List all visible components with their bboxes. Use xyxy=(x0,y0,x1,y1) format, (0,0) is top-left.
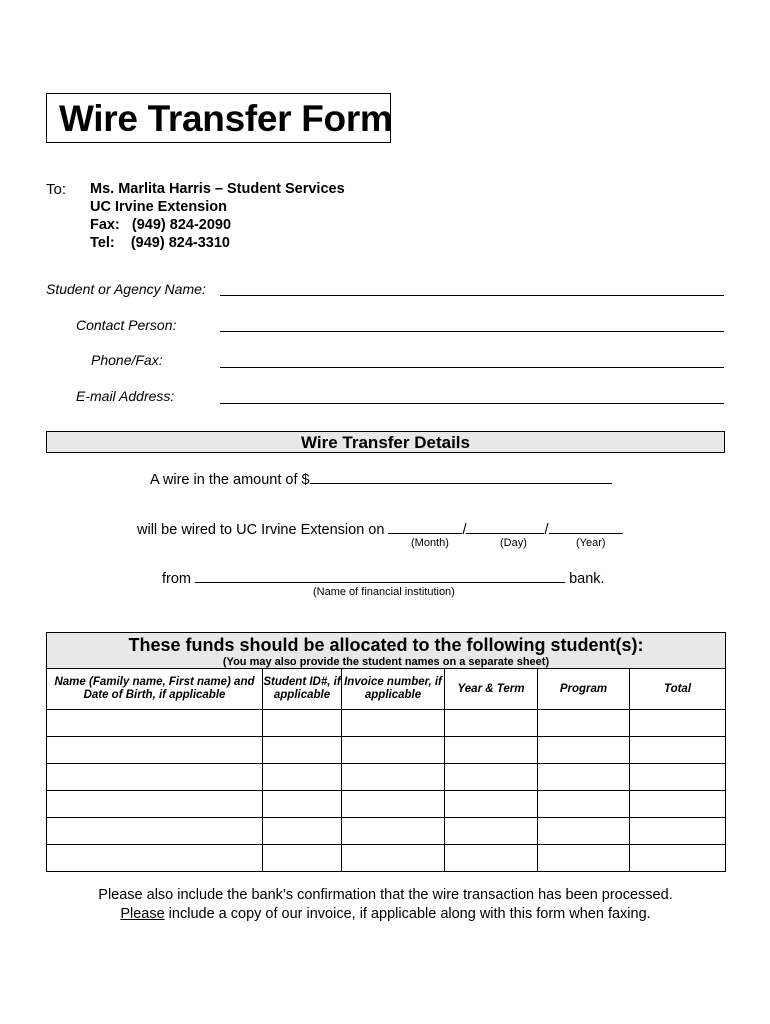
recipient-fax: Fax: (949) 824-2090 xyxy=(90,217,232,233)
from-prefix: from xyxy=(162,571,191,587)
col-header-year-term: Year & Term xyxy=(445,669,538,710)
col-header-name: Name (Family name, First name) and Date of Birth, if applicable xyxy=(47,669,263,710)
day-caption: (Day) xyxy=(500,537,527,549)
from-suffix: bank. xyxy=(569,571,605,587)
cell-student-id[interactable] xyxy=(263,791,342,818)
day-field[interactable] xyxy=(466,519,544,534)
form-title-box xyxy=(46,93,391,143)
table-row xyxy=(47,737,726,764)
allocation-subheading: (You may also provide the student names on a separate sheet) xyxy=(222,656,550,668)
to-label: To: xyxy=(46,181,67,198)
cell-name[interactable] xyxy=(47,818,263,845)
amount-prefix: A wire in the amount of $ xyxy=(150,472,310,488)
field-label-phone-fax: Phone/Fax: xyxy=(91,352,163,368)
cell-invoice[interactable] xyxy=(342,845,445,872)
recipient-tel: Tel: (949) 824-3310 xyxy=(90,235,230,251)
cell-name[interactable] xyxy=(47,737,263,764)
cell-total[interactable] xyxy=(630,764,726,791)
cell-name[interactable] xyxy=(47,845,263,872)
cell-invoice[interactable] xyxy=(342,710,445,737)
footer-line-2-rest: include a copy of our invoice, if applicable along with this form when faxing. xyxy=(164,906,651,922)
footer-line-1: Please also include the bank’s confirmation that the wire transaction has been processed. xyxy=(98,887,673,903)
col-header-total: Total xyxy=(630,669,726,710)
field-label-email: E-mail Address: xyxy=(76,388,175,404)
cell-program[interactable] xyxy=(538,710,630,737)
allocation-heading-cell xyxy=(47,633,726,669)
cell-program[interactable] xyxy=(538,818,630,845)
cell-total[interactable] xyxy=(630,737,726,764)
month-caption: (Month) xyxy=(411,537,449,549)
year-caption: (Year) xyxy=(576,537,606,549)
email-address-field[interactable] xyxy=(220,403,724,404)
allocation-heading: These funds should be allocated to the following student(s): xyxy=(128,635,644,655)
cell-name[interactable] xyxy=(47,791,263,818)
cell-year-term[interactable] xyxy=(445,764,538,791)
cell-student-id[interactable] xyxy=(263,845,342,872)
table-row xyxy=(47,764,726,791)
cell-invoice[interactable] xyxy=(342,818,445,845)
cell-invoice[interactable] xyxy=(342,791,445,818)
student-agency-name-field[interactable] xyxy=(220,295,724,296)
form-title: Wire Transfer Form xyxy=(59,98,393,139)
amount-field[interactable] xyxy=(310,469,612,484)
field-label-student-agency: Student or Agency Name: xyxy=(46,281,206,297)
amount-line xyxy=(150,469,612,488)
cell-name[interactable] xyxy=(47,764,263,791)
cell-year-term[interactable] xyxy=(445,710,538,737)
cell-year-term[interactable] xyxy=(445,845,538,872)
cell-student-id[interactable] xyxy=(263,818,342,845)
allocation-column-headers xyxy=(47,669,726,710)
date-prefix: will be wired to UC Irvine Extension on xyxy=(137,522,385,538)
cell-year-term[interactable] xyxy=(445,818,538,845)
cell-total[interactable] xyxy=(630,791,726,818)
recipient-org: UC Irvine Extension xyxy=(90,199,227,215)
cell-program[interactable] xyxy=(538,845,630,872)
date-line xyxy=(137,519,623,538)
date-separator: / xyxy=(544,522,549,538)
cell-total[interactable] xyxy=(630,710,726,737)
field-label-contact-person: Contact Person: xyxy=(76,317,177,333)
institution-field[interactable] xyxy=(195,568,565,583)
cell-invoice[interactable] xyxy=(342,764,445,791)
footer-line-2 xyxy=(46,906,725,922)
month-field[interactable] xyxy=(388,519,462,534)
footer-please: Please xyxy=(120,906,165,922)
recipient-name: Ms. Marlita Harris – Student Services xyxy=(90,181,345,197)
cell-name[interactable] xyxy=(47,710,263,737)
cell-student-id[interactable] xyxy=(263,764,342,791)
wire-transfer-details-heading: Wire Transfer Details xyxy=(46,431,725,453)
date-separator: / xyxy=(462,522,467,538)
cell-student-id[interactable] xyxy=(263,737,342,764)
cell-year-term[interactable] xyxy=(445,791,538,818)
allocation-rows xyxy=(47,710,726,872)
cell-program[interactable] xyxy=(538,737,630,764)
table-row xyxy=(47,845,726,872)
cell-total[interactable] xyxy=(630,845,726,872)
cell-student-id[interactable] xyxy=(263,710,342,737)
col-header-student-id: Student ID#, if applicable xyxy=(263,669,342,710)
institution-caption: (Name of financial institution) xyxy=(313,586,455,598)
cell-invoice[interactable] xyxy=(342,737,445,764)
cell-program[interactable] xyxy=(538,764,630,791)
year-field[interactable] xyxy=(549,519,623,534)
table-row xyxy=(47,791,726,818)
table-row xyxy=(47,818,726,845)
col-header-invoice: Invoice number, if applicable xyxy=(342,669,445,710)
table-row xyxy=(47,710,726,737)
contact-person-field[interactable] xyxy=(220,331,724,332)
cell-year-term[interactable] xyxy=(445,737,538,764)
col-header-program: Program xyxy=(538,669,630,710)
phone-fax-field[interactable] xyxy=(220,367,724,368)
cell-program[interactable] xyxy=(538,791,630,818)
institution-line xyxy=(162,568,605,587)
allocation-table xyxy=(46,632,726,872)
cell-total[interactable] xyxy=(630,818,726,845)
